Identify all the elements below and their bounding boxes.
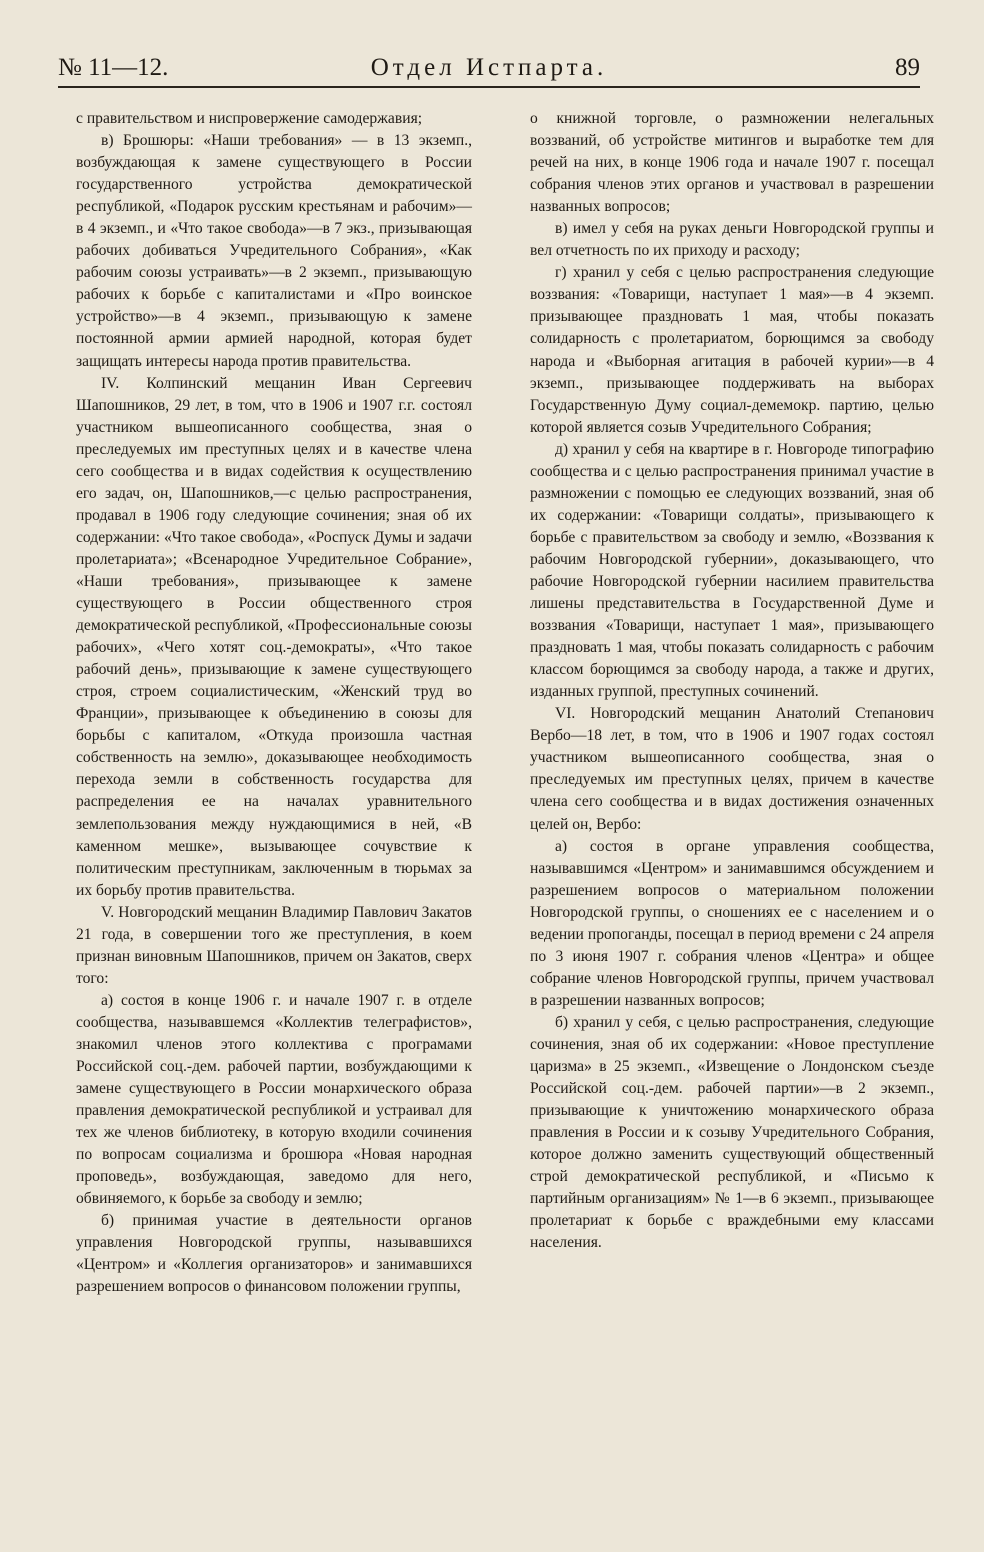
paragraph: с правительством и ниспровержение самодержавия; bbox=[76, 110, 423, 127]
paragraph: V. Новгородский мещанин Владимир Павлович Закатов 21 года, в совершении того же преступления, в коем признан виновным Шапошников, причем он Закатов, сверх того: bbox=[76, 903, 472, 987]
page-number: 89 bbox=[895, 54, 920, 81]
left-column bbox=[76, 108, 472, 1299]
right-column bbox=[530, 108, 934, 1254]
paragraph: г) хранил у себя с целью распространения следующие воззвания: «Товарищи, наступает 1 мая»—в 4 экземп. призывающее праздновать 1 мая, чтобы показать солидарность с пролетариатом, борющимся за свободу народа и «Выборная агитация в рабочей курии»—в 4 экземп., призывающее поддерживать на выборах Государственную Думу социал-демемокр. партию, целью которой является созыв Учредительного Собрания; bbox=[530, 264, 934, 436]
paragraph: д) хранил у себя на квартире в г. Новгороде типографию сообщества и с целью распространения принимал участие в размножении с помощью ее следующих воззваний, зная об их содержании: «Товарищи солдаты», призывающего к борьбе с правительством за свободу и землю, «Воззвания к рабочим Новгородской губернии», доказывающего, что рабочие Новгородской губернии насилием правительства лишены представительства в Государственной Думе и воззвания «Товарищи, наступает 1 мая», призывающего праздновать 1 мая, чтобы показать солидарность с рабочим классом борющимся за свободу народа, а также и других, изданных группой, преступных сочинений. bbox=[530, 440, 934, 701]
paragraph: VI. Новгородский мещанин Анатолий Степанович Вербо—18 лет, в том, что в 1906 и 1907 годах состоял участником вышеописанного сообщества, зная о преследуемых им преступных целях, причем в качестве члена сего сообщества и в видах достижения означенных целей он, Вербо: bbox=[530, 705, 934, 833]
section-title: Отдел Истпарта. bbox=[370, 54, 608, 81]
paragraph: IV. Колпинский мещанин Иван Сергеевич Шапошников, 29 лет, в том, что в 1906 и 1907 г.г. состоял участником вышеописанного сообщества, зная о преследуемых им преступных целях и в качестве члена сего сообщества и в видах содействия к осуществлению его задач, он, Шапошников,—с целью распространения, продавал в 1906 году следующие сочинения; зная об их содержании: «Что такое свобода», «Роспуск Думы и задачи пролетариата»; «Всенародное Учредительное Собрание», «Наши требования», призывающее к замене существующего в России общественного строя демократической республикой, «Профессиональные союзы рабочих», «Чего хотят соц.-демократы», «Что такое рабочий день», призывающие к замене существующего строя, строем социалистическим, «Женский труд во Франции», призывающее к объединению в союзы для борьбы с капиталом, «Откуда произошла частная собственность на землю», доказывающее необходимость перехода земли в собственность государства для распределения ее на началах уравнительного землепользования между нуждающимися в ней, «В каменном мешке», вызывающее сочувствие к политическим преступникам, заключенным в тюрьмах за их борьбу против правительства. bbox=[76, 374, 472, 899]
paragraph: б) хранил у себя, с целью распространения, следующие сочинения, зная об их содержании: «Новое преступление царизма» в 25 экземп., «Извещение о Лондонском съезде Российской соц.-дем. рабочей партии»—в 2 экземп., призывающие к уничтожению монархического образа правления в России и к созыву Учредительного Собрания, которое должно заменить существующий общественный строй демократической республикой, и «Письмо к партийным организациям» № 1—в 6 экземп., призывающее пролетариат к борьбе с враждебными ему классами населения. bbox=[530, 1013, 934, 1252]
paragraph: а) состоя в конце 1906 г. и начале 1907 г. в отделе сообщества, называвшемся «Коллектив телеграфистов», знакомил членов этого коллектива с програмами Российской соц.-дем. рабочей партии, возбуждающими к замене существующего в России монархического образа правления демократической республикой и устраивал для тех же членов библиотеку, в которую входили сочинения по вопросам социализма и брошюра «Новая народная проповедь», возбуждающая, заведомо для него, обвиняемого, к борьбе за свободу и землю; bbox=[76, 991, 472, 1208]
paragraph: а) состоя в органе управления сообщества, называвшимся «Центром» и занимавшимся обсуждением и разрешением вопросов о материальном положении Новгородской группы, о сношениях ее с населением и о ведении пропоганды, посещал в период времени с 24 апреля по 3 июня 1907 г. собрания членов «Центра» и общее собрание членов Новгородской группы, причем участвовал в разрешении названных вопросов; bbox=[530, 837, 934, 1009]
paragraph: о книжной торговле, о размножении нелегальных воззваний, об устройстве митингов и выработке тем для речей на них, в конце 1906 года и начале 1907 г. посещал собрания членов этих органов и участвовал в разрешении названных вопросов; bbox=[530, 110, 934, 216]
page-header bbox=[58, 50, 920, 88]
paragraph: в) имел у себя на руках деньги Новгородской группы и вел отчетность по их приходу и расходу; bbox=[530, 220, 934, 260]
paragraph: в) Брошюры: «Наши требования» — в 13 экземп., возбуждающая к замене существующего в России государственного устройства демократической республикой, «Подарок русским крестьянам и рабочим»—в 4 экземп., и «Что такое свобода»—в 7 экз., призывающая рабочих добиваться Учредительного Собрания», «Как рабочим союзы устраивать»—в 2 экземп., призывающую рабочих к борьбе с капиталистами и «Про воинское устройство»—в 4 экземп., призывающую к замене постоянной армии армией народной, которая будет защищать интересы народа против правительства. bbox=[76, 132, 472, 370]
paragraph: б) принимая участие в деятельности органов управления Новгородской группы, называвшихся «Центром» и «Коллегия организаторов» и занимавшихся разрешением вопросов о финансовом положении группы, bbox=[76, 1212, 472, 1296]
issue-number: № 11—12. bbox=[58, 54, 169, 81]
